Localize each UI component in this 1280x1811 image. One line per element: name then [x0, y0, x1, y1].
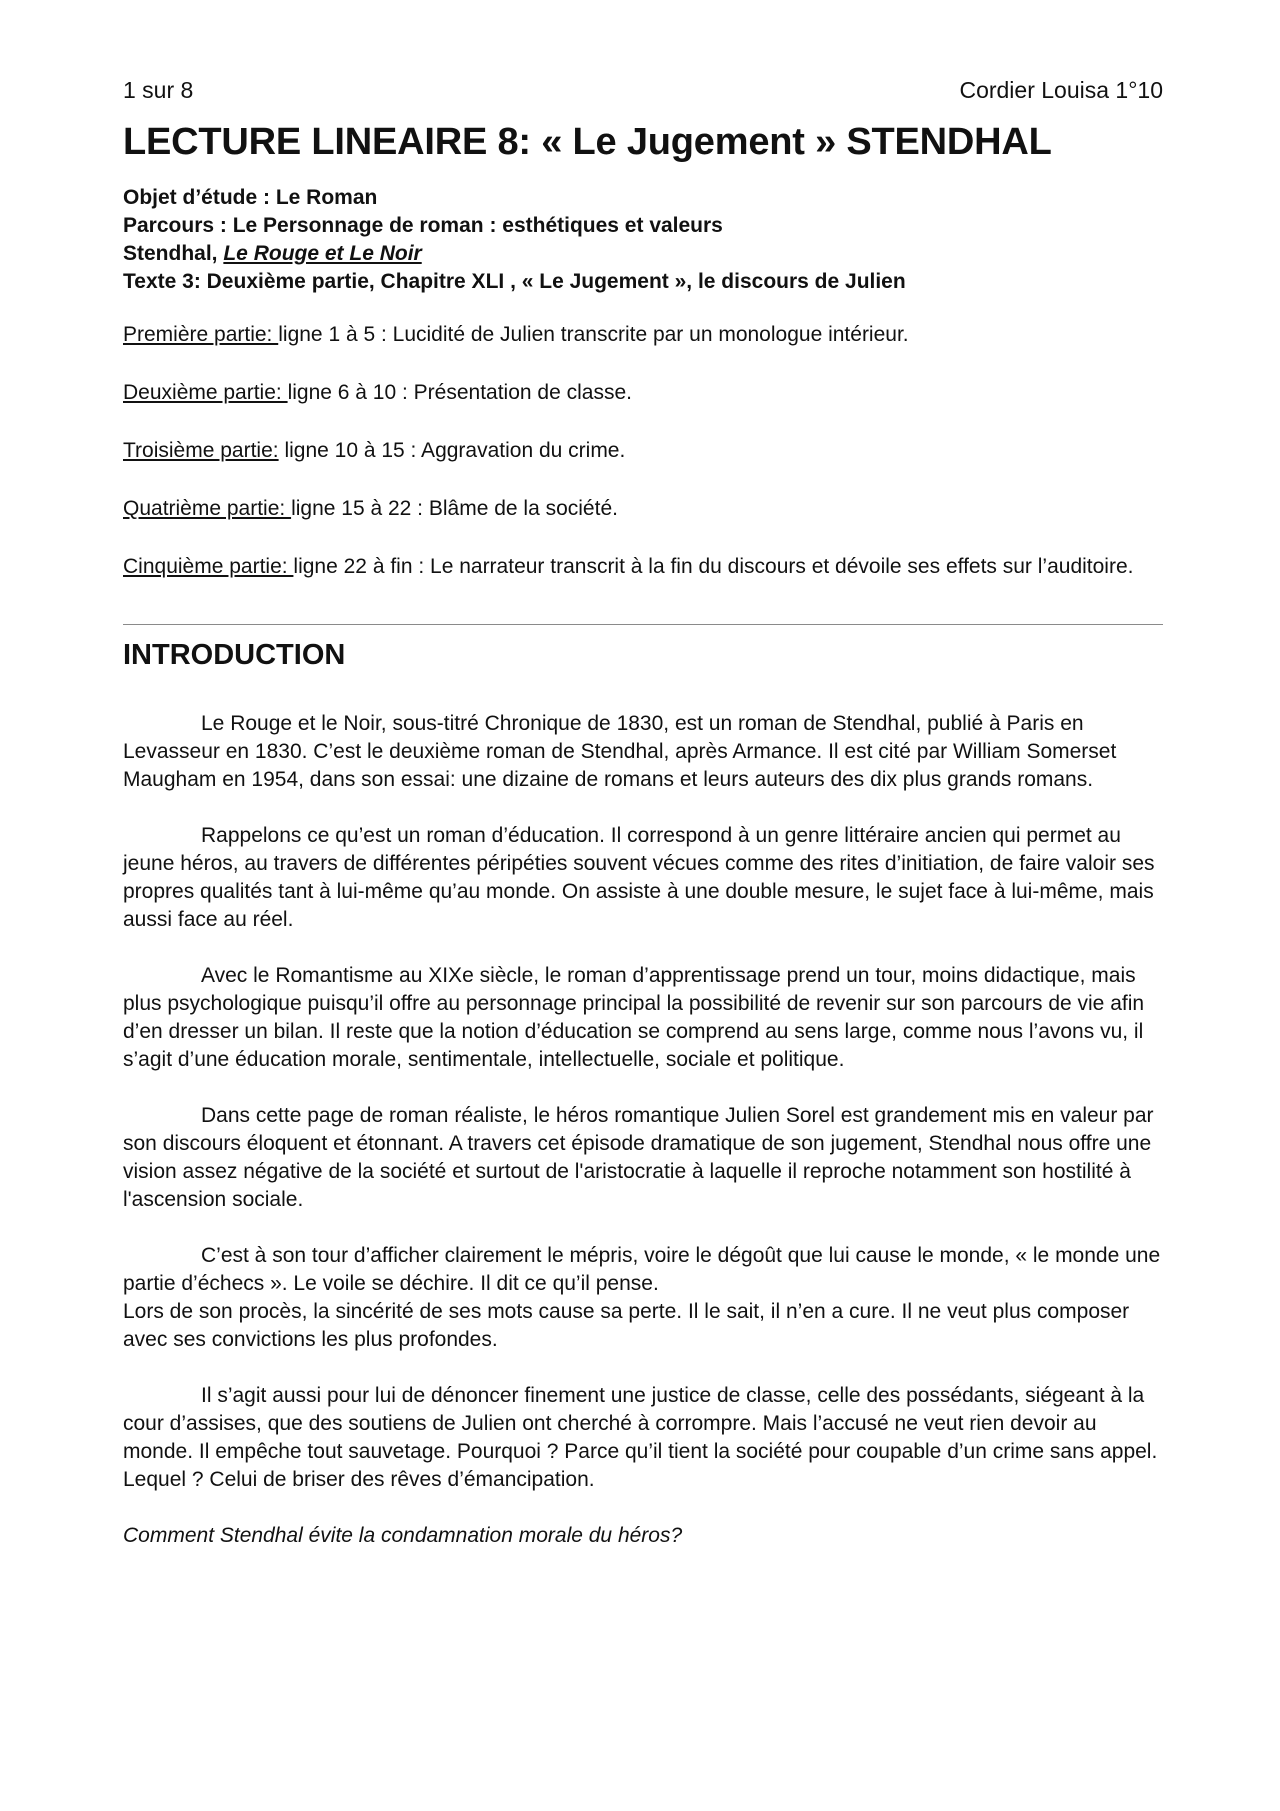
part-text: ligne 15 à 22 : Blâme de la société. [291, 497, 618, 520]
introduction-body [123, 710, 1163, 1550]
intro-paragraph: Le Rouge et le Noir, sous-titré Chronique de 1830, est un roman de Stendhal, publié à Paris en Levasseur en 1830. C’est le deuxième roman de Stendhal, après Armance. Il est cité par William Somerset Maugham en 1954, dans son essai: une dizaine de romans et leurs auteurs des dix plus grands romans. [123, 712, 1117, 791]
document-page [123, 76, 1163, 1550]
section-divider [123, 624, 1163, 625]
author-prefix: Stendhal, [123, 242, 224, 265]
part-item [123, 320, 1163, 349]
intro-paragraph: C’est à son tour d’afficher clairement le mépris, voire le dégoût que lui cause le monde, « le monde une partie d’échecs ». Le voile se déchire. Il dit ce qu’il pense. [123, 1244, 1161, 1295]
author-class: Cordier Louisa 1°10 [959, 77, 1163, 103]
part-item [123, 494, 1163, 523]
part-item [123, 552, 1163, 581]
part-label: Troisième partie: [123, 439, 279, 462]
texte-reference: Texte 3: Deuxième partie, Chapitre XLI , « Le Jugement », le discours de Julien [123, 270, 906, 293]
introduction-heading: INTRODUCTION [123, 639, 346, 671]
part-item [123, 378, 1163, 407]
part-text: ligne 10 à 15 : Aggravation du crime. [278, 439, 626, 462]
book-title: Le Rouge et Le Noir [223, 242, 422, 265]
intro-continuation: Lors de son procès, la sincérité de ses mots cause sa perte. Il le sait, il n’en a cure. Il ne veut plus composer avec ses convictions les plus profondes. [123, 1300, 1130, 1351]
part-label: Deuxième partie: [123, 381, 288, 404]
parcours: Parcours : Le Personnage de roman : esthétiques et valeurs [123, 214, 723, 237]
meta-block [123, 184, 1163, 296]
intro-paragraph: Rappelons ce qu’est un roman d’éducation. Il correspond à un genre littéraire ancien qui permet au jeune héros, au travers de différentes péripéties souvent vécues comme des rites d’initiation, de faire valoir ses propres qualités tant à lui-même qu’au monde. On assiste à une double mesure, le sujet face à lui-même, mais aussi face au réel. [123, 824, 1155, 931]
intro-paragraph: Il s’agit aussi pour lui de dénoncer finement une justice de classe, celle des possédants, siégeant à la cour d’assises, que des soutiens de Julien ont cherché à corrompre. Mais l’accusé ne veut rien devoir au monde. Il empêche tout sauvetage. Pourquoi ? Parce qu’il tient la société pour coupable d’un crime sans appel. Lequel ? Celui de briser des rêves d’émancipation. [123, 1384, 1158, 1491]
problematique: Comment Stendhal évite la condamnation morale du héros? [123, 1524, 683, 1547]
author-book-line [123, 240, 1163, 268]
part-text: ligne 22 à fin : Le narrateur transcrit à la fin du discours et dévoile ses effets sur l’auditoire. [293, 555, 1134, 578]
part-label: Quatrième partie: [123, 497, 292, 520]
part-label: Première partie: [123, 323, 279, 346]
part-text: ligne 6 à 10 : Présentation de classe. [287, 381, 632, 404]
part-text: ligne 1 à 5 : Lucidité de Julien transcrite par un monologue intérieur. [278, 323, 909, 346]
document-title: LECTURE LINEAIRE 8: « Le Jugement » STENDHAL [123, 121, 1052, 163]
intro-paragraph: Avec le Romantisme au XIXe siècle, le roman d’apprentissage prend un tour, moins didactique, mais plus psychologique puisqu’il offre au personnage principal la possibilité de revenir sur son parcours de vie afin d’en dresser un bilan. Il reste que la notion d’éducation se comprend au sens large, comme nous l’avons vu, il s’agit d’une éducation morale, sentimentale, intellectuelle, sociale et politique. [123, 964, 1145, 1071]
intro-paragraph: Dans cette page de roman réaliste, le héros romantique Julien Sorel est grandement mis en valeur par son discours éloquent et étonnant. A travers cet épisode dramatique de son jugement, Stendhal nous offre une vision assez négative de la société et surtout de l'aristocratie à laquelle il reproche notamment son hostilité à l'ascension sociale. [123, 1104, 1154, 1211]
part-item [123, 436, 1163, 465]
page-indicator: 1 sur 8 [123, 77, 194, 103]
objet-etude: Objet d’étude : Le Roman [123, 186, 378, 209]
part-label: Cinquième partie: [123, 555, 294, 578]
parts-list [123, 320, 1163, 581]
page-header [123, 76, 1163, 104]
